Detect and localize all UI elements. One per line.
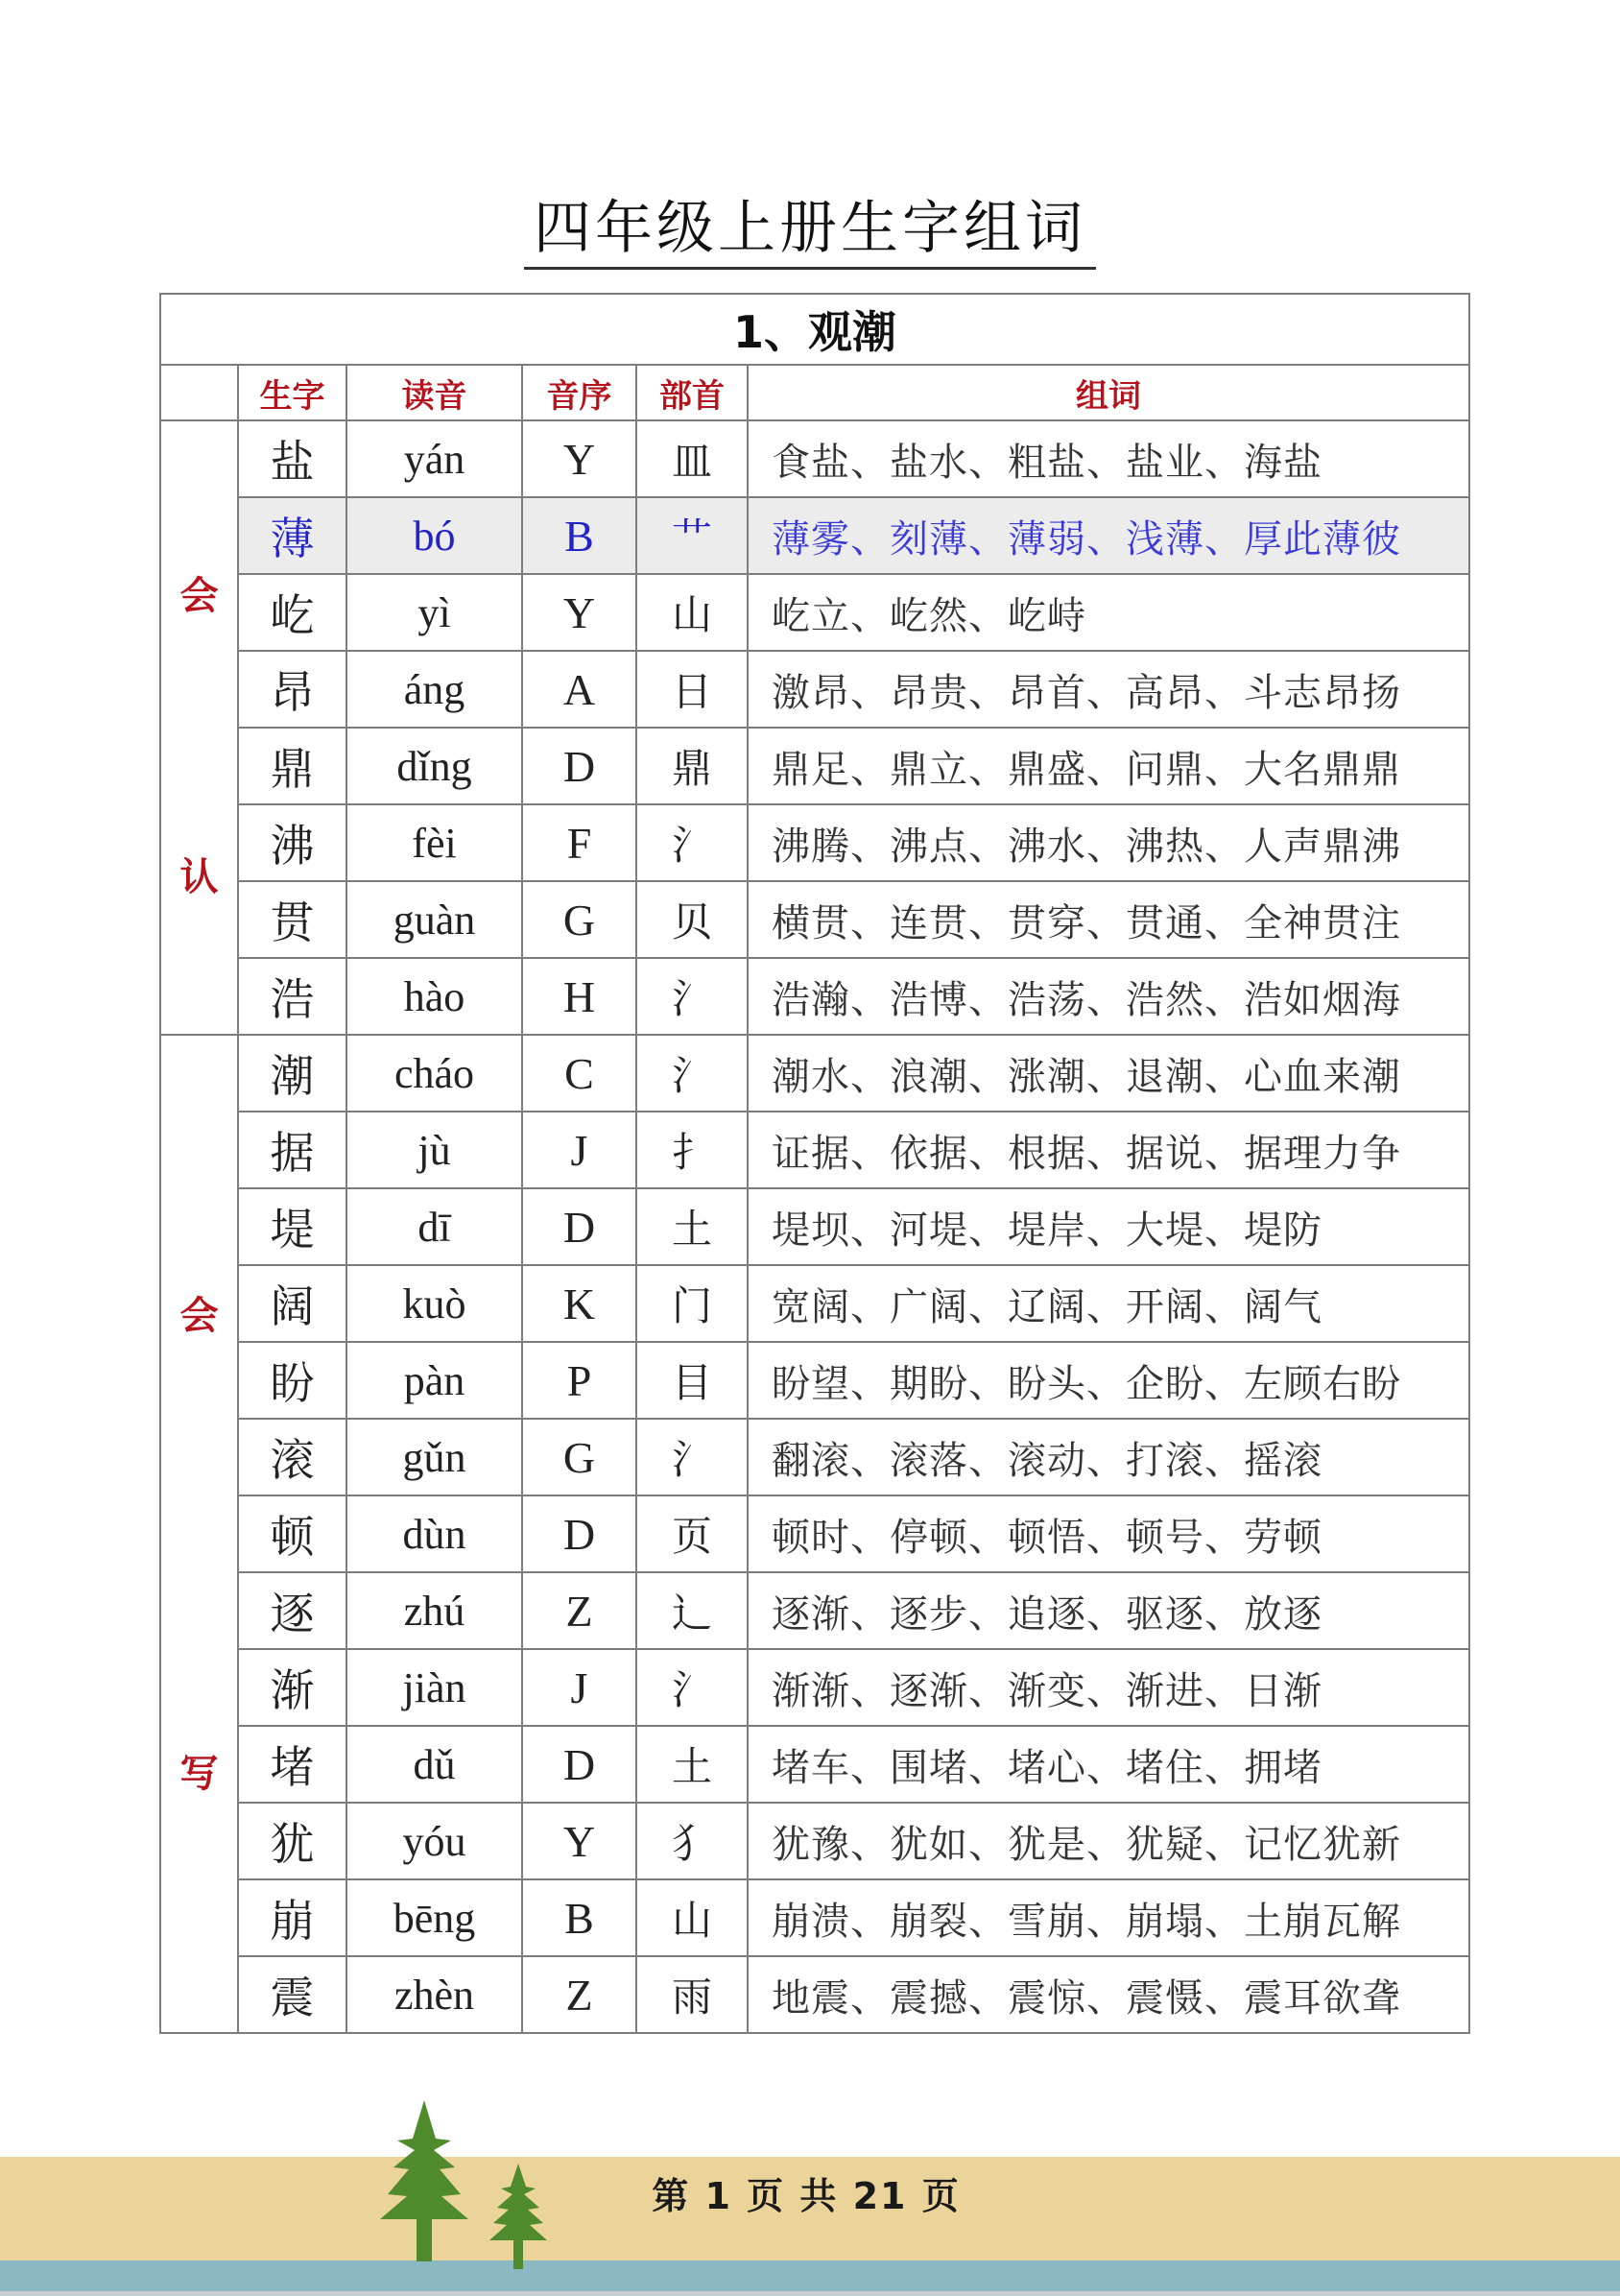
words-cell: 潮水、浪潮、涨潮、退潮、心血来潮: [748, 1035, 1469, 1112]
group-label: 写: [179, 1751, 219, 1796]
page-number: 第 1 页 共 21 页: [652, 2175, 961, 2217]
table-row: [160, 1419, 1469, 1495]
char-cell: 滚: [238, 1419, 346, 1495]
words-cell: 横贯、连贯、贯穿、贯通、全神贯注: [748, 881, 1469, 958]
initial-cell: F: [522, 804, 636, 881]
char-cell: 顿: [238, 1495, 346, 1572]
pinyin-cell: zhú: [346, 1572, 522, 1649]
group-header-blank: [160, 365, 238, 420]
char-cell: 犹: [238, 1803, 346, 1879]
char-cell: 阔: [238, 1265, 346, 1342]
column-header-words: 组词: [748, 365, 1469, 420]
radical-cell: 门: [636, 1265, 748, 1342]
pinyin-cell: zhèn: [346, 1956, 522, 2033]
initial-cell: C: [522, 1035, 636, 1112]
initial-cell: G: [522, 1419, 636, 1495]
words-cell: 顿时、停顿、顿悟、顿号、劳顿: [748, 1495, 1469, 1572]
table-row: [160, 497, 1469, 574]
initial-cell: J: [522, 1112, 636, 1188]
words-cell: 盼望、期盼、盼头、企盼、左顾右盼: [748, 1342, 1469, 1419]
words-cell: 激昂、昂贵、昂首、高昂、斗志昂扬: [748, 651, 1469, 728]
radical-cell: 山: [636, 574, 748, 651]
radical-cell: 土: [636, 1188, 748, 1265]
column-header-radical: 部首: [636, 365, 748, 420]
group-label-cell: [160, 420, 238, 1035]
char-cell: 震: [238, 1956, 346, 2033]
pinyin-cell: gǔn: [346, 1419, 522, 1495]
char-cell: 据: [238, 1112, 346, 1188]
lesson-title-row: [160, 294, 1469, 365]
radical-cell: 皿: [636, 420, 748, 497]
pinyin-cell: dǔ: [346, 1726, 522, 1803]
group-label: 会: [179, 574, 219, 619]
char-cell: 浩: [238, 958, 346, 1035]
table-row: [160, 958, 1469, 1035]
initial-cell: G: [522, 881, 636, 958]
radical-cell: 氵: [636, 1419, 748, 1495]
words-cell: 逐渐、逐步、追逐、驱逐、放逐: [748, 1572, 1469, 1649]
radical-cell: 犭: [636, 1803, 748, 1879]
radical-cell: 山: [636, 1879, 748, 1956]
words-cell: 证据、依据、根据、据说、据理力争: [748, 1112, 1469, 1188]
radical-cell: 氵: [636, 1649, 748, 1726]
radical-cell: 氵: [636, 804, 748, 881]
radical-cell: 目: [636, 1342, 748, 1419]
initial-cell: D: [522, 1495, 636, 1572]
radical-cell: 土: [636, 1726, 748, 1803]
pinyin-cell: yán: [346, 420, 522, 497]
column-header-pinyin: 读音: [346, 365, 522, 420]
table-row: [160, 1956, 1469, 2033]
table-row: [160, 804, 1469, 881]
pinyin-cell: dùn: [346, 1495, 522, 1572]
initial-cell: B: [522, 1879, 636, 1956]
pinyin-cell: pàn: [346, 1342, 522, 1419]
radical-cell: 雨: [636, 1956, 748, 2033]
radical-cell: 页: [636, 1495, 748, 1572]
pinyin-cell: jù: [346, 1112, 522, 1188]
char-cell: 贯: [238, 881, 346, 958]
words-cell: 翻滚、滚落、滚动、打滚、摇滚: [748, 1419, 1469, 1495]
table-row: [160, 1649, 1469, 1726]
pinyin-cell: áng: [346, 651, 522, 728]
vocabulary-table: [159, 293, 1470, 2034]
column-header-char: 生字: [238, 365, 346, 420]
column-header-initial: 音序: [522, 365, 636, 420]
words-cell: 屹立、屹然、屹峙: [748, 574, 1469, 651]
page-title: 四年级上册生字组词: [534, 195, 1086, 262]
table-row: [160, 1035, 1469, 1112]
radical-cell: 扌: [636, 1112, 748, 1188]
pinyin-cell: bó: [346, 497, 522, 574]
initial-cell: B: [522, 497, 636, 574]
pinyin-cell: yóu: [346, 1803, 522, 1879]
char-cell: 鼎: [238, 728, 346, 804]
pinyin-cell: jiàn: [346, 1649, 522, 1726]
char-cell: 沸: [238, 804, 346, 881]
radical-cell: 鼎: [636, 728, 748, 804]
initial-cell: P: [522, 1342, 636, 1419]
char-cell: 堤: [238, 1188, 346, 1265]
table-row: [160, 728, 1469, 804]
words-cell: 堵车、围堵、堵心、堵住、拥堵: [748, 1726, 1469, 1803]
pinyin-cell: dǐng: [346, 728, 522, 804]
table-row: [160, 1112, 1469, 1188]
initial-cell: D: [522, 1188, 636, 1265]
table-row: [160, 1188, 1469, 1265]
group-label: 认: [179, 855, 219, 900]
radical-cell: 艹: [636, 497, 748, 574]
initial-cell: J: [522, 1649, 636, 1726]
radical-cell: 日: [636, 651, 748, 728]
table-row: [160, 1726, 1469, 1803]
initial-cell: D: [522, 1726, 636, 1803]
char-cell: 渐: [238, 1649, 346, 1726]
radical-cell: 贝: [636, 881, 748, 958]
words-cell: 堤坝、河堤、堤岸、大堤、堤防: [748, 1188, 1469, 1265]
pinyin-cell: bēng: [346, 1879, 522, 1956]
initial-cell: D: [522, 728, 636, 804]
lesson-title: 1、观潮: [160, 294, 1469, 365]
char-cell: 屹: [238, 574, 346, 651]
char-cell: 盐: [238, 420, 346, 497]
initial-cell: Y: [522, 1803, 636, 1879]
radical-cell: 氵: [636, 958, 748, 1035]
initial-cell: Z: [522, 1956, 636, 2033]
initial-cell: K: [522, 1265, 636, 1342]
table-row: [160, 1803, 1469, 1879]
pinyin-cell: kuò: [346, 1265, 522, 1342]
table-row: [160, 574, 1469, 651]
char-cell: 昂: [238, 651, 346, 728]
char-cell: 薄: [238, 497, 346, 574]
pinyin-cell: fèi: [346, 804, 522, 881]
radical-cell: 氵: [636, 1035, 748, 1112]
words-cell: 渐渐、逐渐、渐变、渐进、日渐: [748, 1649, 1469, 1726]
radical-cell: 辶: [636, 1572, 748, 1649]
pinyin-cell: cháo: [346, 1035, 522, 1112]
words-cell: 沸腾、沸点、沸水、沸热、人声鼎沸: [748, 804, 1469, 881]
initial-cell: A: [522, 651, 636, 728]
column-header-row: [160, 365, 1469, 420]
table-row: [160, 881, 1469, 958]
table-row: [160, 1342, 1469, 1419]
group-label-cell: [160, 1035, 238, 2033]
large-tree-icon: [376, 2100, 472, 2263]
pinyin-cell: hào: [346, 958, 522, 1035]
table-row: [160, 1495, 1469, 1572]
title-underline: [524, 267, 1096, 270]
words-cell: 崩溃、崩裂、雪崩、崩塌、土崩瓦解: [748, 1879, 1469, 1956]
table-row: [160, 420, 1469, 497]
table-row: [160, 651, 1469, 728]
char-cell: 逐: [238, 1572, 346, 1649]
words-cell: 地震、震撼、震惊、震慑、震耳欲聋: [748, 1956, 1469, 2033]
words-cell: 鼎足、鼎立、鼎盛、问鼎、大名鼎鼎: [748, 728, 1469, 804]
pinyin-cell: yì: [346, 574, 522, 651]
table-row: [160, 1572, 1469, 1649]
initial-cell: Y: [522, 574, 636, 651]
footer-bottom-strip: [0, 2291, 1620, 2296]
initial-cell: Y: [522, 420, 636, 497]
pinyin-cell: guàn: [346, 881, 522, 958]
pinyin-cell: dī: [346, 1188, 522, 1265]
words-cell: 宽阔、广阔、辽阔、开阔、阔气: [748, 1265, 1469, 1342]
words-cell: 薄雾、刻薄、薄弱、浅薄、厚此薄彼: [748, 497, 1469, 574]
char-cell: 崩: [238, 1879, 346, 1956]
words-cell: 浩瀚、浩博、浩荡、浩然、浩如烟海: [748, 958, 1469, 1035]
char-cell: 潮: [238, 1035, 346, 1112]
table-row: [160, 1265, 1469, 1342]
small-tree-icon: [488, 2164, 549, 2271]
table-row: [160, 1879, 1469, 1956]
words-cell: 犹豫、犹如、犹是、犹疑、记忆犹新: [748, 1803, 1469, 1879]
initial-cell: H: [522, 958, 636, 1035]
char-cell: 盼: [238, 1342, 346, 1419]
words-cell: 食盐、盐水、粗盐、盐业、海盐: [748, 420, 1469, 497]
footer-water-band: [0, 2260, 1620, 2291]
initial-cell: Z: [522, 1572, 636, 1649]
char-cell: 堵: [238, 1726, 346, 1803]
group-label: 会: [179, 1294, 219, 1339]
